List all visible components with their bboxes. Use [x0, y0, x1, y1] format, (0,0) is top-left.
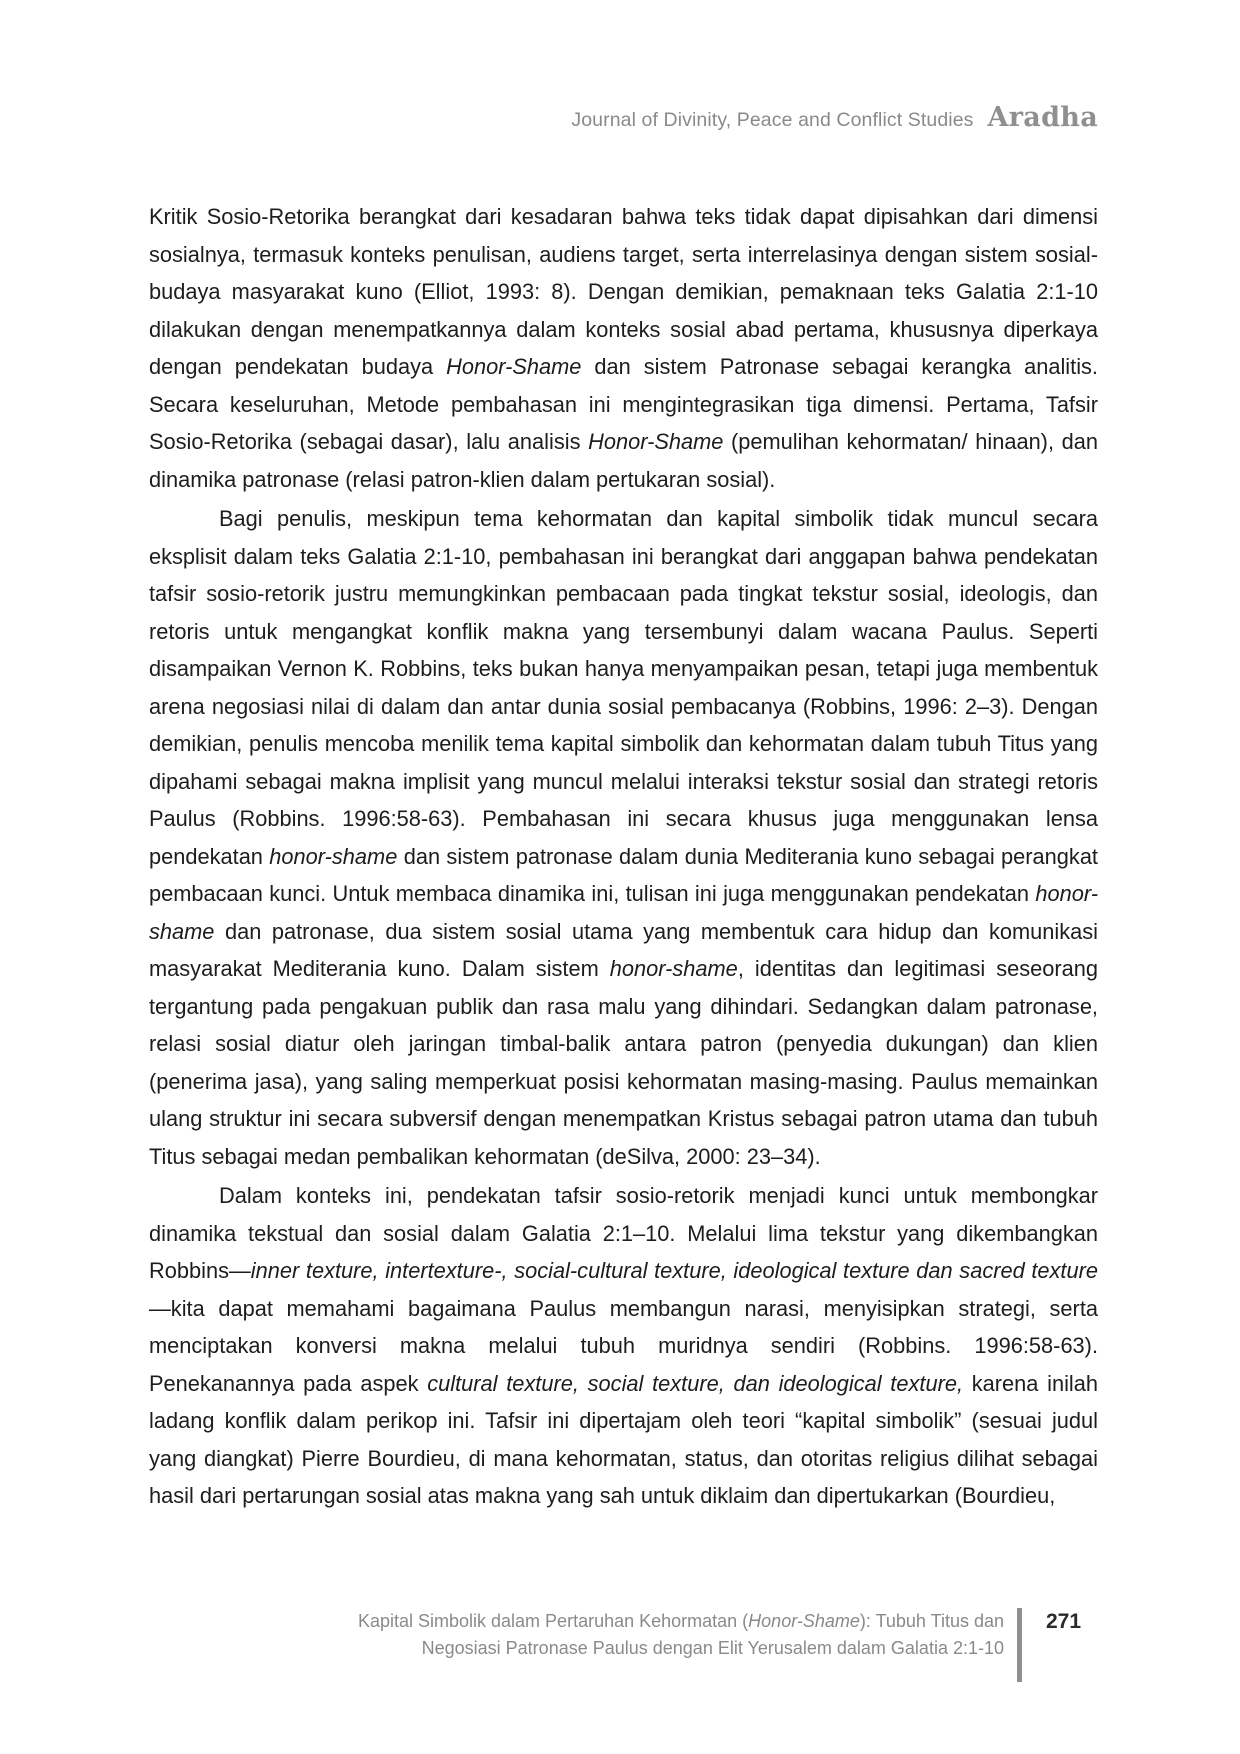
journal-name: Journal of Divinity, Peace and Conflict Studies: [571, 109, 974, 131]
paragraph-2: Bagi penulis, meskipun tema kehormatan dan kapital simbolik tidak muncul secara eksplisit dalam teks Galatia 2:1-10, pembahasan ini berangkat dari anggapan bahwa pendekatan tafsir sosio-retorik justru memungkinkan pembacaan pada tingkat tekstur sosial, ideologis, dan retoris untuk mengangkat konflik makna yang tersembunyi dalam wacana Paulus. Seperti disampaikan Vernon K. Robbins, teks bukan hanya menyampaikan pesan, tetapi juga membentuk arena negosiasi nilai di dalam dan antar dunia sosial pembacanya (Robbins, 1996: 2–3). Dengan demikian, penulis mencoba menilik tema kapital simbolik dan kehormatan dalam tubuh Titus yang dipahami sebagai makna implisit yang muncul melalui interaksi tekstur sosial dan strategi retoris Paulus (Robbins. 1996:58-63). Pembahasan ini secara khusus juga menggunakan lensa pendekatan honor-shame dan sistem patronase dalam dunia Mediterania kuno sebagai perangkat pembacaan kunci. Untuk membaca dinamika ini, tulisan ini juga menggunakan pendekatan honor-shame dan patronase, dua sistem sosial utama yang membentuk cara hidup dan komunikasi masyarakat Mediterania kuno. Dalam sistem honor-shame, identitas dan legitimasi seseorang tergantung pada pengakuan publik dan rasa malu yang dihindari. Sedangkan dalam patronase, relasi sosial diatur oleh jaringan timbal-balik antara patron (penyedia dukungan) dan klien (penerima jasa), yang saling memperkuat posisi kehormatan masing-masing. Paulus memainkan ulang struktur ini secara subversif dengan menempatkan Kristus sebagai patron utama dan tubuh Titus sebagai medan pembalikan kehormatan (deSilva, 2000: 23–34).: [149, 506, 1098, 1169]
footer-divider: [1017, 1608, 1022, 1682]
running-header: [571, 102, 1098, 133]
paragraph-3: Dalam konteks ini, pendekatan tafsir sosio-retorik menjadi kunci untuk membongkar dinamika tekstual dan sosial dalam Galatia 2:1–10. Melalui lima tekstur yang dikembangkan Robbins—inner texture, intertexture-, social-cultural texture, ideological texture dan sacred texture—kita dapat memahami bagaimana Paulus membangun narasi, menyisipkan strategi, serta menciptakan konversi makna melalui tubuh muridnya sendiri (Robbins. 1996:58-63). Penekanannya pada aspek cultural texture, social texture, dan ideological texture, karena inilah ladang konflik dalam perikop ini. Tafsir ini dipertajam oleh teori “kapital simbolik” (sesuai judul yang diangkat) Pierre Bourdieu, di mana kehormatan, status, dan otoritas religius dilihat sebagai hasil dari pertarungan sosial atas makna yang sah untuk diklaim dan dipertukarkan (Bourdieu,: [149, 1183, 1098, 1508]
journal-logo: Aradha: [987, 102, 1098, 133]
footer-article-title: Kapital Simbolik dalam Pertaruhan Kehormatan (Honor-Shame): Tubuh Titus dan Negosiasi Patronase Paulus dengan Elit Yerusalem dalam Galatia 2:1-10: [357, 1611, 1004, 1658]
article-body: [149, 198, 1098, 1515]
paragraph-1: Kritik Sosio-Retorika berangkat dari kesadaran bahwa teks tidak dapat dipisahkan dari dimensi sosialnya, termasuk konteks penulisan, audiens target, serta interrelasinya dengan sistem sosial-budaya masyarakat kuno (Elliot, 1993: 8). Dengan demikian, pemaknaan teks Galatia 2:1-10 dilakukan dengan menempatkannya dalam konteks sosial abad pertama, khususnya diperkaya dengan pendekatan budaya Honor-Shame dan sistem Patronase sebagai kerangka analitis. Secara keseluruhan, Metode pembahasan ini mengintegrasikan tiga dimensi. Pertama, Tafsir Sosio-Retorika (sebagai dasar), lalu analisis Honor-Shame (pemulihan kehormatan/ hinaan), dan dinamika patronase (relasi patron-klien dalam pertukaran sosial).: [149, 204, 1098, 492]
page-number: 271: [1046, 1610, 1082, 1633]
running-footer: [0, 1608, 1240, 1688]
